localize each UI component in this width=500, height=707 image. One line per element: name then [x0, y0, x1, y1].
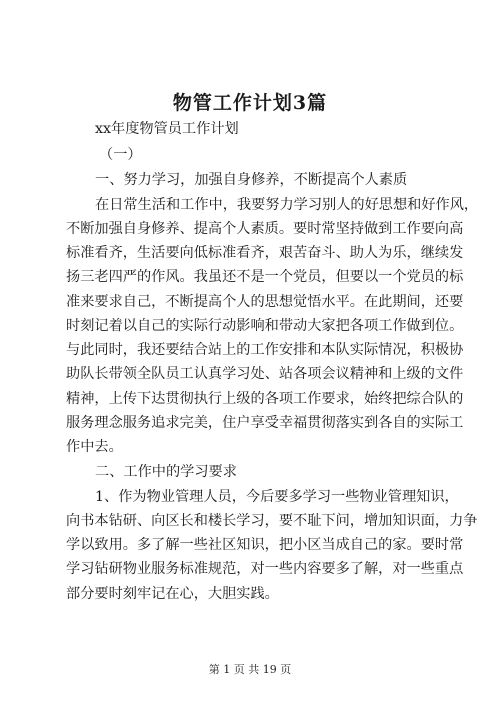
para1-line: 扬三老四严的作风。我虽还不是一个党员，但要以一个党员的标: [66, 269, 464, 285]
para2-line: 学习钻研物业服务标准规范，对一些内容要多了解，对一些重点: [66, 561, 464, 577]
para1-line: 时刻记着以自己的实际行动影响和带动大家把各项工作做到位。: [66, 318, 464, 334]
heading-1: 一、努力学习，加强自身修养，不断提高个人素质: [95, 172, 408, 188]
para1-line: 服务理念服务追求完美，住户享受幸福贯彻落实到各自的实际工: [66, 415, 464, 431]
para2-line: 1、作为物业管理人员，今后要多学习一些物业管理知识，: [95, 489, 459, 505]
para1-line: 准来要求自己，不断提高个人的思想觉悟水平。在此期间，还要: [66, 294, 464, 310]
para1-line: 不断加强自身修养、提高个人素质。要时常坚持做到工作要向高: [66, 221, 464, 237]
para1-line: 在日常生活和工作中，我要努力学习别人的好思想和好作风，: [95, 197, 479, 213]
document-subtitle: xx年度物管员工作计划: [95, 121, 239, 137]
document-title: 物管工作计划3篇: [172, 92, 328, 114]
para1-line: 助队长带领全队员工认真学习处、站各项会议精神和上级的文件: [66, 366, 464, 382]
section-mark: （一）: [99, 147, 142, 163]
heading-2: 二、工作中的学习要求: [95, 464, 237, 480]
para1-line: 精神，上传下达贯彻执行上级的各项工作要求，始终把综合队的: [66, 391, 464, 407]
para2-line: 部分要时刻牢记在心，大胆实践。: [66, 586, 279, 602]
para2-line: 向书本钻研、向区长和楼长学习，要不耻下问，增加知识面，力争: [66, 513, 478, 529]
para1-line: 与此同时，我还要结合站上的工作安排和本队实际情况，积极协: [66, 342, 464, 358]
para1-line: 作中去。: [66, 439, 123, 455]
para1-line: 标准看齐，生活要向低标准看齐，艰苦奋斗、助人为乐，继续发: [66, 245, 464, 261]
page-footer: 第 1 页 共 19 页: [208, 663, 292, 676]
para2-line: 学以致用。多了解一些社区知识，把小区当成自己的家。要时常: [66, 537, 464, 553]
